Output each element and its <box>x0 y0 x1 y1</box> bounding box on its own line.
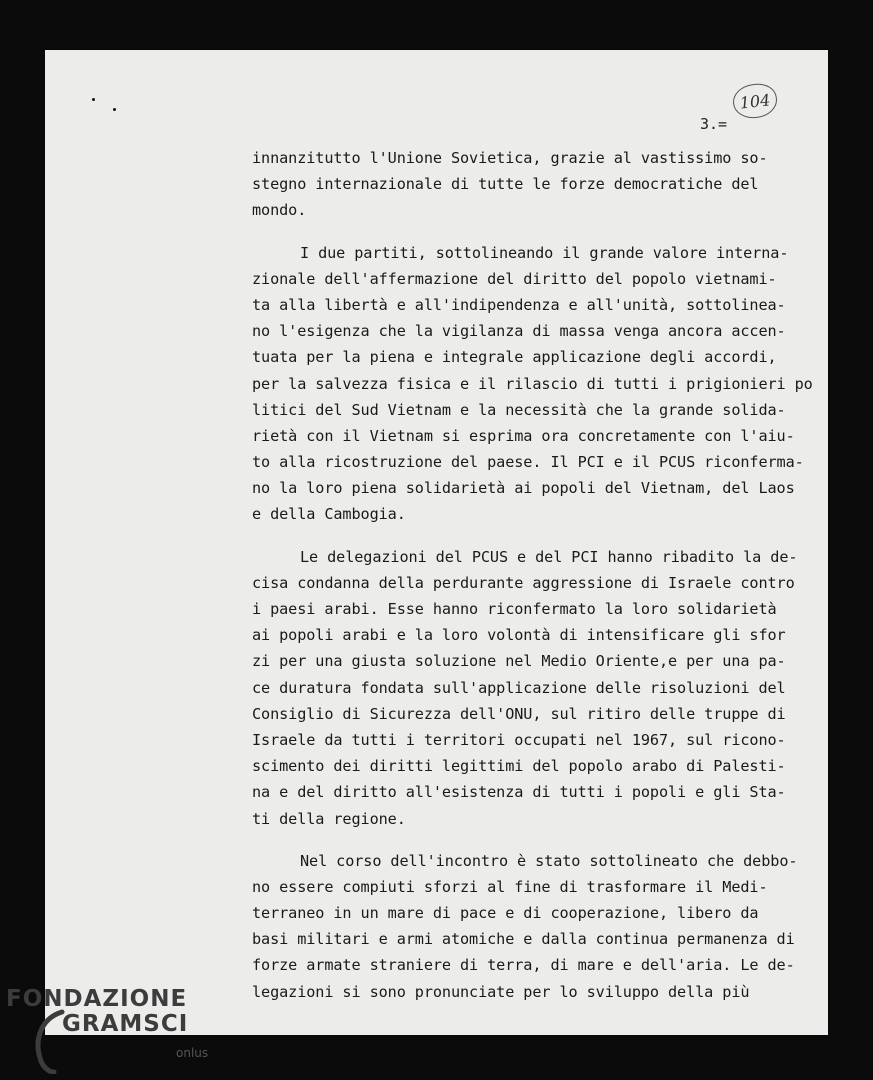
text-line: rietà con il Vietnam si esprima ora concretamente con l'aiu- <box>252 426 795 445</box>
paragraph-4 <box>252 848 822 1005</box>
page-number: 3.= <box>700 115 728 133</box>
text-line: stegno internazionale di tutte le forze democratiche del <box>252 175 759 194</box>
text-line: basi militari e armi atomiche e dalla continua permanenza di <box>252 930 795 949</box>
text-line: legazioni si sono pronunciate per lo sviluppo della più <box>252 982 750 1001</box>
paper-speck <box>113 108 116 111</box>
text-line: Consiglio di Sicurezza dell'ONU, sul ritiro delle truppe di <box>252 704 786 723</box>
text-line: ta alla libertà e all'indipendenza e all'unità, sottolinea- <box>252 295 786 314</box>
watermark-line-1: FONDAZIONE <box>6 986 188 1012</box>
folio-stamp: 104 <box>731 82 778 120</box>
text-line: tuata per la piena e integrale applicazione degli accordi, <box>252 348 777 367</box>
text-line: na e del diritto all'esistenza di tutti i popoli e gli Sta- <box>252 783 786 802</box>
text-line: innanzitutto l'Unione Sovietica, grazie al vastissimo so- <box>252 149 768 167</box>
text-line: no l'esigenza che la vigilanza di massa venga ancora accen- <box>252 322 786 341</box>
text-line: litici del Sud Vietnam e la necessità che la grande solida- <box>252 400 786 419</box>
text-line: Le delegazioni del PCUS e del PCI hanno ribadito la de- <box>300 547 798 566</box>
text-line: mondo. <box>252 201 307 220</box>
text-line: zi per una giusta soluzione nel Medio Oriente,e per una pa- <box>252 652 786 671</box>
text-line: forze armate straniere di terra, di mare e dell'aria. Le de- <box>252 956 795 975</box>
text-line: Nel corso dell'incontro è stato sottolineato che debbo- <box>300 851 798 870</box>
paragraph-2 <box>252 240 822 528</box>
text-line: cisa condanna della perdurante aggressione di Israele contro <box>252 573 795 592</box>
document-page <box>45 50 828 1035</box>
text-line: no essere compiuti sforzi al fine di trasformare il Medi- <box>252 877 768 896</box>
text-line: ce duratura fondata sull'applicazione delle risoluzioni del <box>252 678 786 697</box>
text-line: scimento dei diritti legittimi del popolo arabo di Palesti- <box>252 757 786 776</box>
paragraph-1 <box>252 145 822 224</box>
text-line: per la salvezza fisica e il rilascio di tutti i prigionieri po <box>252 374 813 393</box>
watermark-line-2: GRAMSCI <box>62 1011 189 1037</box>
text-line: terraneo in un mare di pace e di cooperazione, libero da <box>252 904 759 923</box>
watermark-suffix: onlus <box>176 1046 209 1060</box>
text-line: I due partiti, sottolineando il grande valore interna- <box>300 243 789 262</box>
text-line: to alla ricostruzione del paese. Il PCI e il PCUS riconferma- <box>252 453 804 472</box>
text-line: e della Cambogia. <box>252 505 406 524</box>
typewritten-body <box>252 145 822 1021</box>
paragraph-3 <box>252 544 822 832</box>
text-line: Israele da tutti i territori occupati nel 1967, sul ricono- <box>252 730 786 749</box>
text-line: ti della regione. <box>252 809 406 828</box>
text-line: ai popoli arabi e la loro volontà di intensificare gli sfor <box>252 626 786 645</box>
text-line: zionale dell'affermazione del diritto del popolo vietnami- <box>252 269 777 288</box>
paper-speck <box>92 98 95 101</box>
text-line: i paesi arabi. Esse hanno riconfermato la loro solidarietà <box>252 600 777 618</box>
text-line: no la loro piena solidarietà ai popoli del Vietnam, del Laos <box>252 479 795 498</box>
